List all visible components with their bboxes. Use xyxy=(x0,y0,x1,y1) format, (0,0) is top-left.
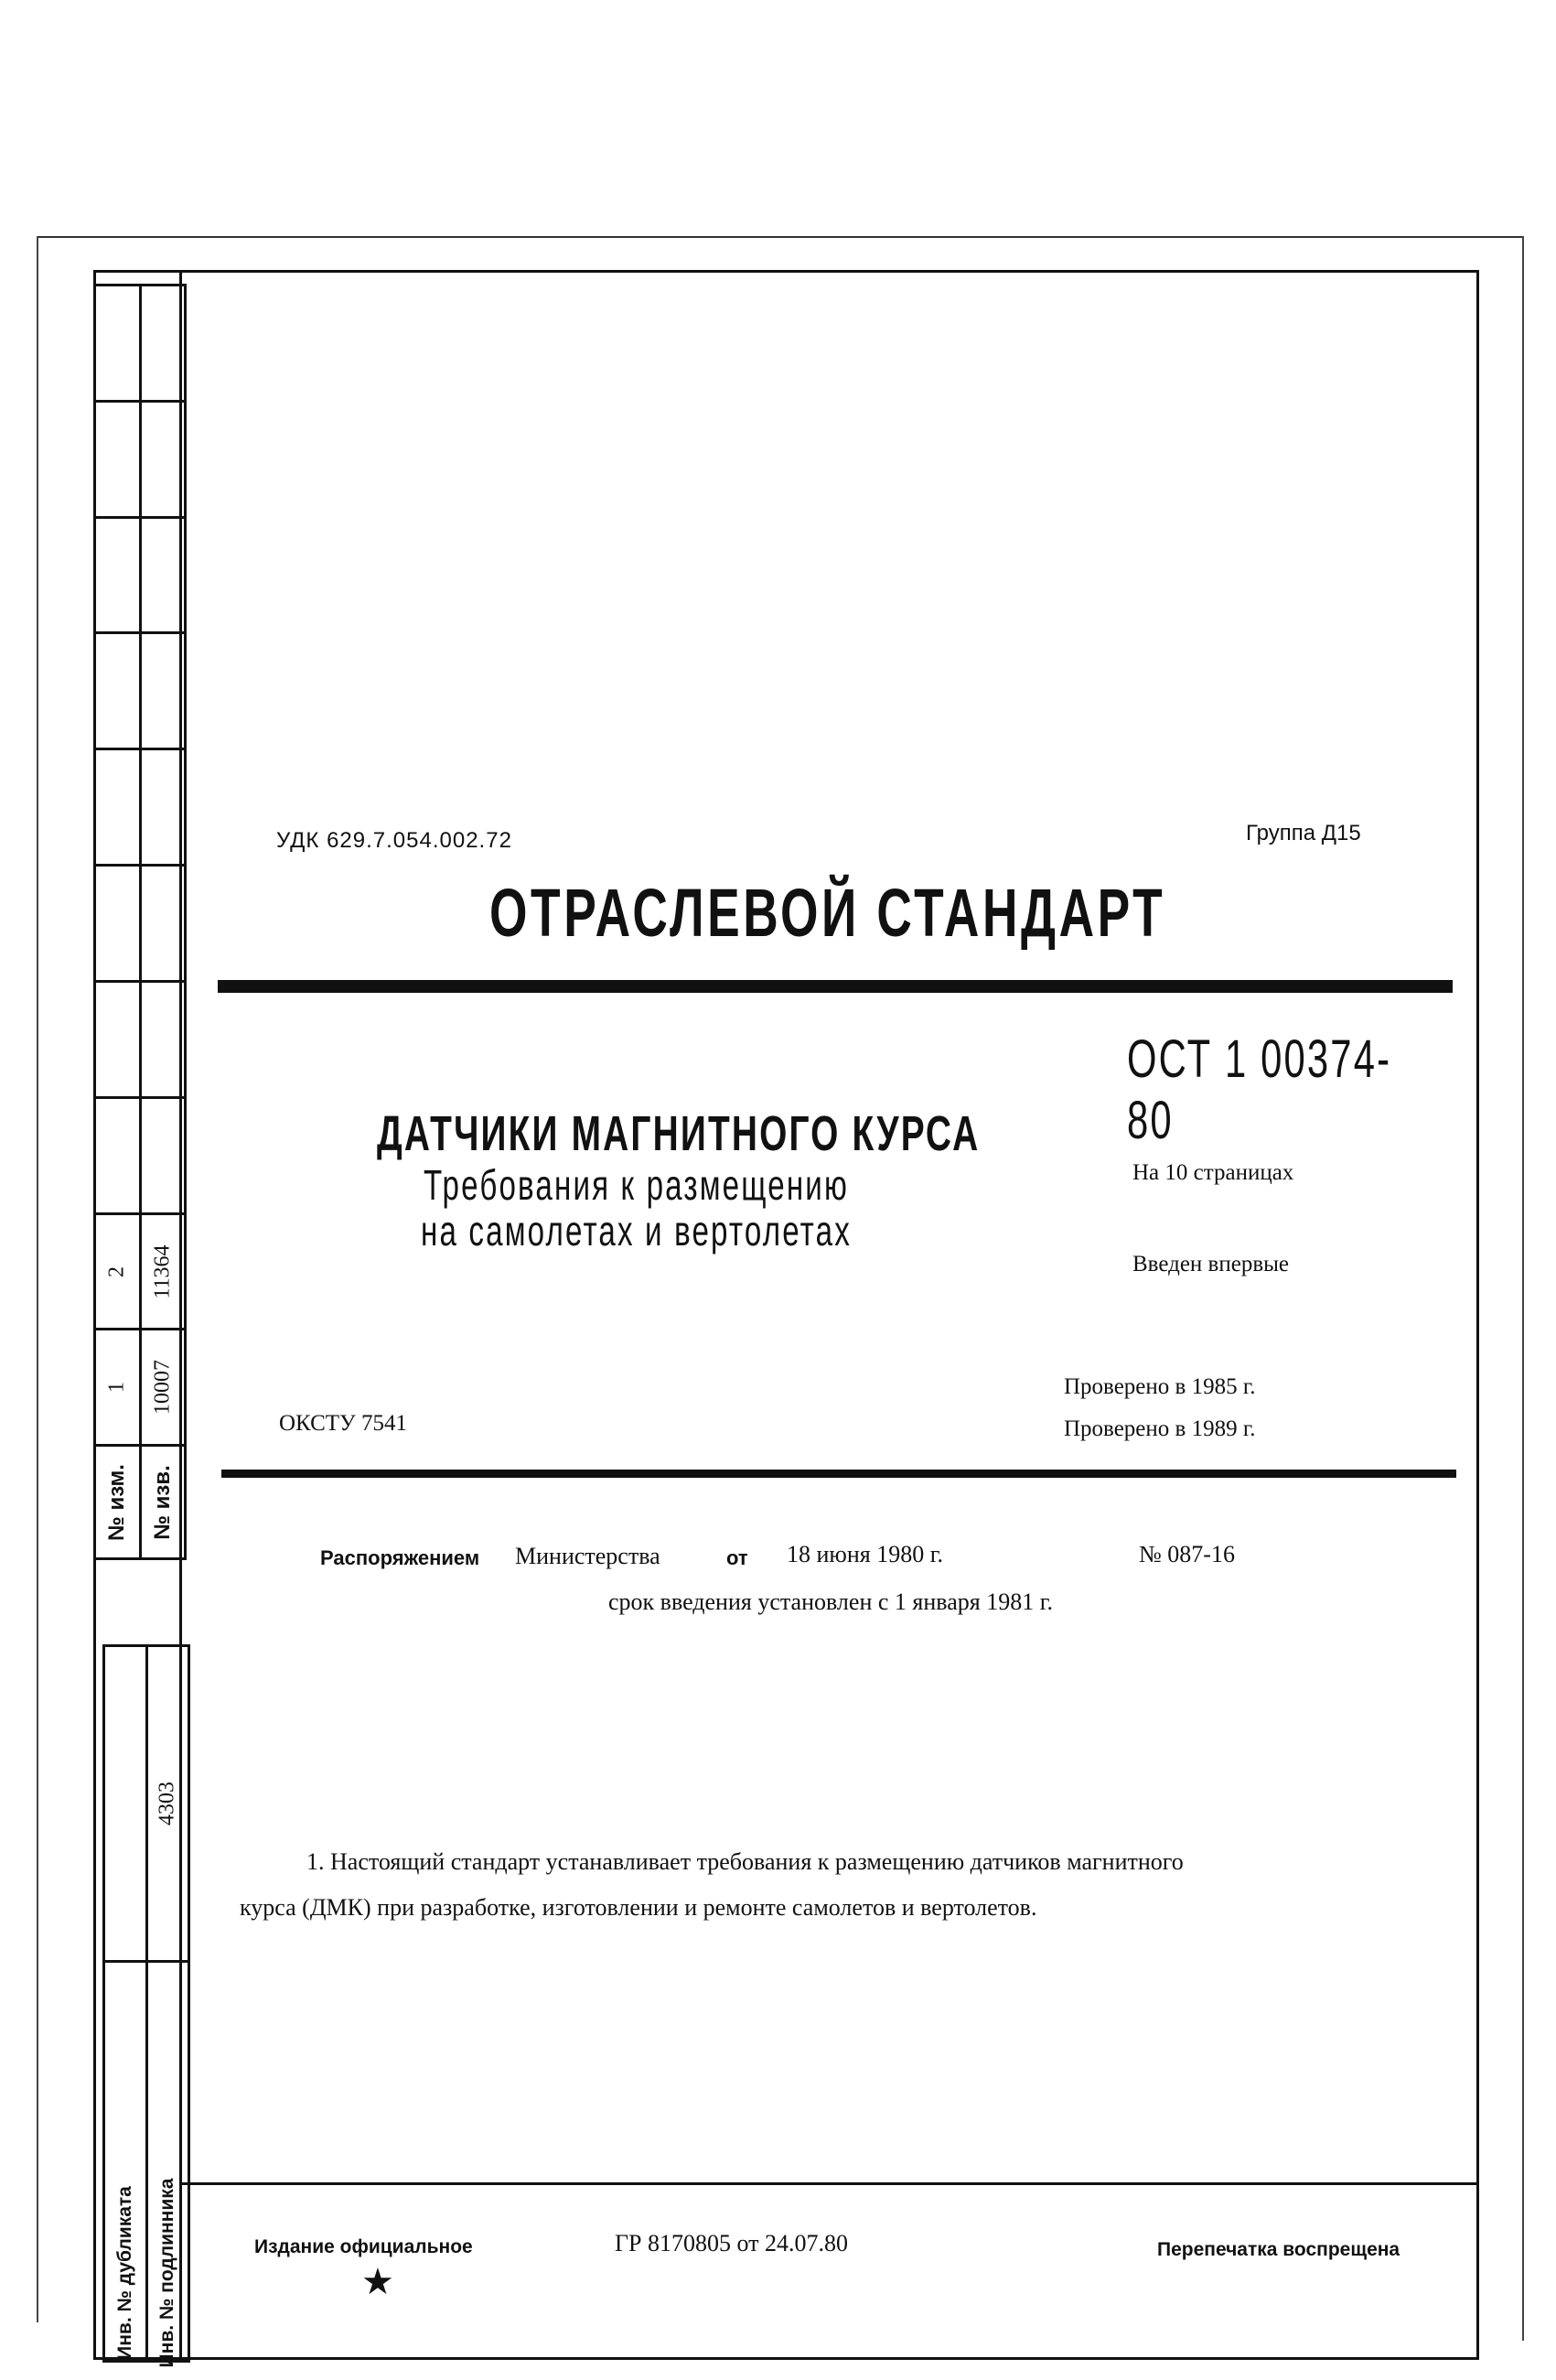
footer-rule xyxy=(181,2182,1479,2185)
rev-header-notice-text: № изв. xyxy=(149,1464,175,1540)
inv-original-no: 4303 xyxy=(155,1782,179,1825)
registration-number: ГР 8170805 от 24.07.80 xyxy=(615,2230,849,2256)
reprint-prohibited: Перепечатка воспрещена xyxy=(1157,2239,1400,2260)
rev-row1-change-text: 1 xyxy=(104,1382,129,1394)
paragraph-1-line-1: 1. Настоящий стандарт устанавливает требования к размещению датчиков магнитного xyxy=(306,1848,1184,1875)
page-count: На 10 страницах xyxy=(1132,1160,1294,1185)
rev-row1-notice-text: 10007 xyxy=(150,1360,175,1416)
order-ministry: Министерства xyxy=(515,1543,660,1569)
standard-title: ОТРАСЛЕВОЙ СТАНДАРТ xyxy=(489,875,1166,951)
main-frame xyxy=(93,270,1479,2360)
rev-header-change xyxy=(95,1446,141,1559)
rev-row1-change xyxy=(95,1330,141,1446)
udk-code: УДК 629.7.054.002.72 xyxy=(276,828,512,853)
ost-designation: ОСТ 1 00374-80 xyxy=(1127,1029,1392,1150)
oksty-code: ОКСТУ 7541 xyxy=(279,1411,408,1436)
rev-row2-notice xyxy=(140,1213,186,1330)
rev-row2-change xyxy=(95,1213,141,1330)
inv-dup-label: Инв. № дубликата xyxy=(113,2185,135,2360)
official-edition: Издание официальное xyxy=(254,2236,473,2257)
rev-row2-change-text: 2 xyxy=(104,1265,129,1277)
outer-frame-right xyxy=(1522,236,1524,2341)
rev-row1-notice xyxy=(140,1330,186,1446)
star-icon: ★ xyxy=(361,2261,394,2302)
section-rule xyxy=(221,1470,1456,1478)
paragraph-1-line-2: курса (ДМК) при разработке, изготовлении и ремонте самолетов и вертолетов. xyxy=(240,1894,1037,1921)
order-label: Распоряжением xyxy=(320,1546,480,1569)
order-from: от xyxy=(726,1546,748,1569)
rev-header-change-text: № изм. xyxy=(104,1463,130,1541)
rev-header-notice xyxy=(140,1446,186,1559)
rev-row2-notice-text: 11364 xyxy=(150,1244,175,1299)
title-rule xyxy=(218,980,1453,993)
inv-original-no-cell xyxy=(146,1646,189,1962)
order-date: 18 июня 1980 г. xyxy=(787,1541,943,1567)
document-title: ДАТЧИКИ МАГНИТНОГО КУРСА xyxy=(377,1106,981,1161)
checked-1989: Проверено в 1989 г. xyxy=(1064,1416,1256,1441)
effective-term: срок введения установлен с 1 января 1981 г. xyxy=(608,1588,1053,1615)
outer-frame-top xyxy=(37,236,1522,238)
introduced-note: Введен впервые xyxy=(1132,1252,1290,1276)
document-subtitle-2: на самолетах и вертолетах xyxy=(421,1207,852,1255)
order-number: № 087-16 xyxy=(1139,1541,1235,1567)
checked-1985: Проверено в 1985 г. xyxy=(1064,1374,1256,1399)
revision-table xyxy=(93,284,187,1560)
inv-orig-cell xyxy=(146,1962,189,2367)
inv-orig-label: Инв. № подлинника xyxy=(156,2178,178,2367)
group-code: Группа Д15 xyxy=(1246,821,1361,845)
outer-frame-left xyxy=(37,236,38,2322)
document-subtitle-1: Требования к размещению xyxy=(424,1161,849,1209)
inventory-table xyxy=(102,1644,190,2367)
inv-dup-cell xyxy=(104,1962,147,2362)
